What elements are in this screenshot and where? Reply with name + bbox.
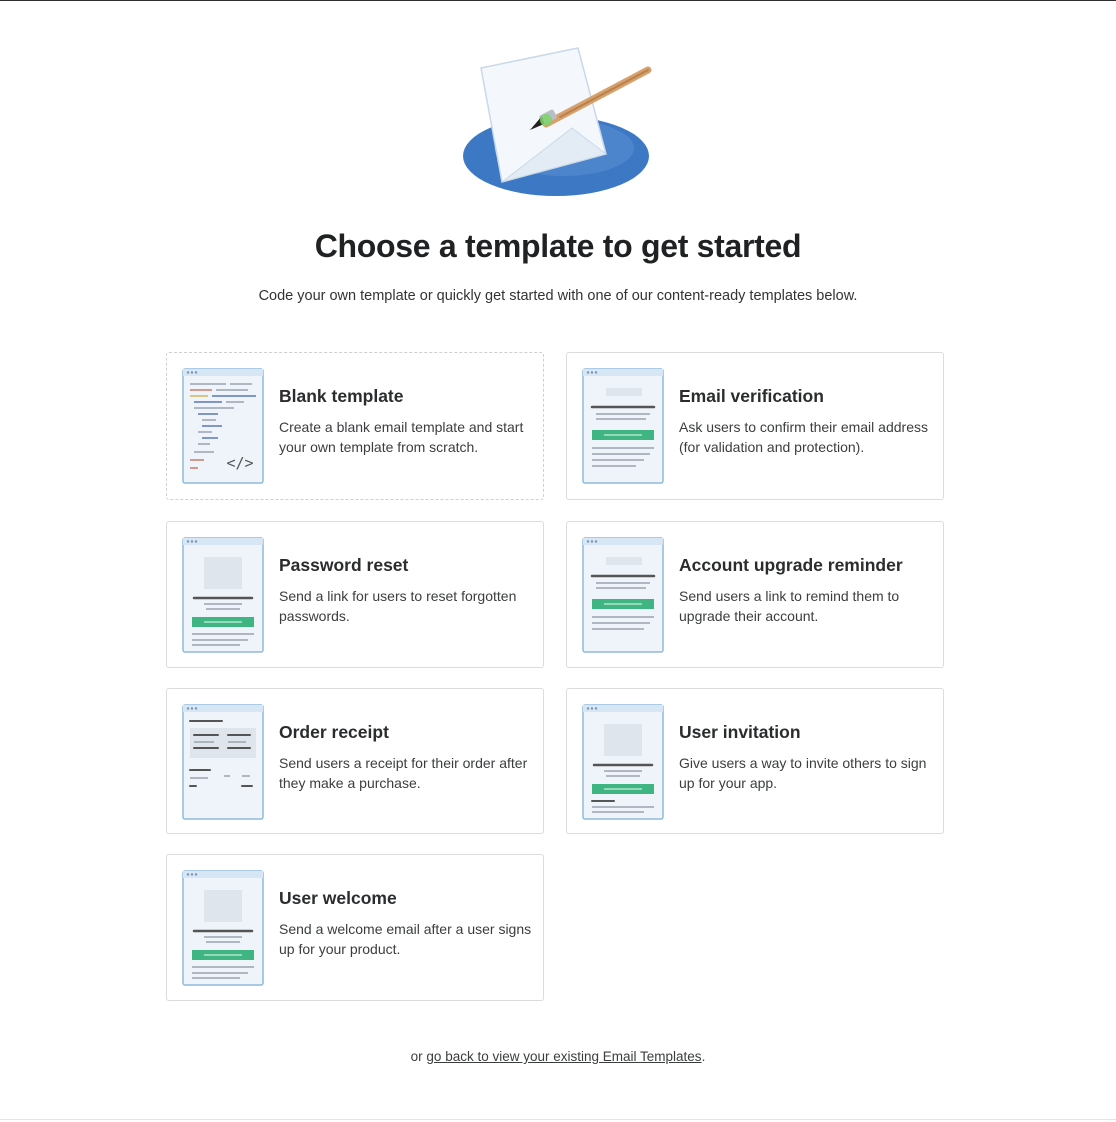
order-receipt-preview-icon	[182, 704, 264, 820]
card-description: Send users a receipt for their order after they make a purchase.	[279, 755, 528, 791]
footer-suffix: .	[701, 1049, 706, 1064]
user-welcome-preview-icon	[182, 870, 264, 986]
password-reset-preview-icon	[182, 537, 264, 653]
paper-and-paintbrush-illustration	[456, 44, 656, 204]
email-verification-preview-icon	[582, 368, 664, 484]
template-card-order-receipt[interactable]	[166, 688, 544, 834]
card-title: Password reset	[279, 555, 409, 575]
card-description: Send a welcome email after a user signs up for your product.	[279, 921, 532, 957]
card-title: Order receipt	[279, 722, 389, 742]
card-title: User invitation	[679, 722, 801, 742]
template-card-email-verification[interactable]	[566, 352, 944, 500]
view-existing-templates-link[interactable]: go back to view your existing Email Templates	[426, 1049, 702, 1064]
card-description: Send users a link to remind them to upgrade their account.	[679, 588, 900, 624]
user-invitation-preview-icon	[582, 704, 664, 820]
account-upgrade-preview-icon	[582, 537, 664, 653]
code-document-icon	[182, 368, 264, 484]
card-title: User welcome	[279, 888, 397, 908]
template-card-blank[interactable]	[166, 352, 544, 500]
card-title: Email verification	[679, 386, 824, 406]
card-description: Create a blank email template and start your own template from scratch.	[279, 419, 524, 455]
card-title: Account upgrade reminder	[679, 555, 903, 575]
template-card-password-reset[interactable]	[166, 521, 544, 668]
top-rule	[0, 0, 1116, 1]
svg-text:</>: </>	[226, 454, 254, 472]
footer-note	[0, 1049, 1116, 1064]
page-subtitle: Code your own template or quickly get started with one of our content-ready templates below.	[258, 288, 858, 304]
template-card-user-welcome[interactable]	[166, 854, 544, 1001]
card-description: Send a link for users to reset forgotten passwords.	[279, 588, 517, 624]
bottom-rule	[0, 1119, 1116, 1120]
card-description: Give users a way to invite others to sign up for your app.	[679, 755, 927, 791]
template-card-account-upgrade-reminder[interactable]	[566, 521, 944, 668]
card-title: Blank template	[279, 386, 404, 406]
card-description: Ask users to confirm their email address (for validation and protection).	[679, 419, 928, 455]
page-title: Choose a template to get started	[314, 228, 802, 264]
footer-prefix: or	[410, 1049, 427, 1064]
template-card-user-invitation[interactable]	[566, 688, 944, 834]
